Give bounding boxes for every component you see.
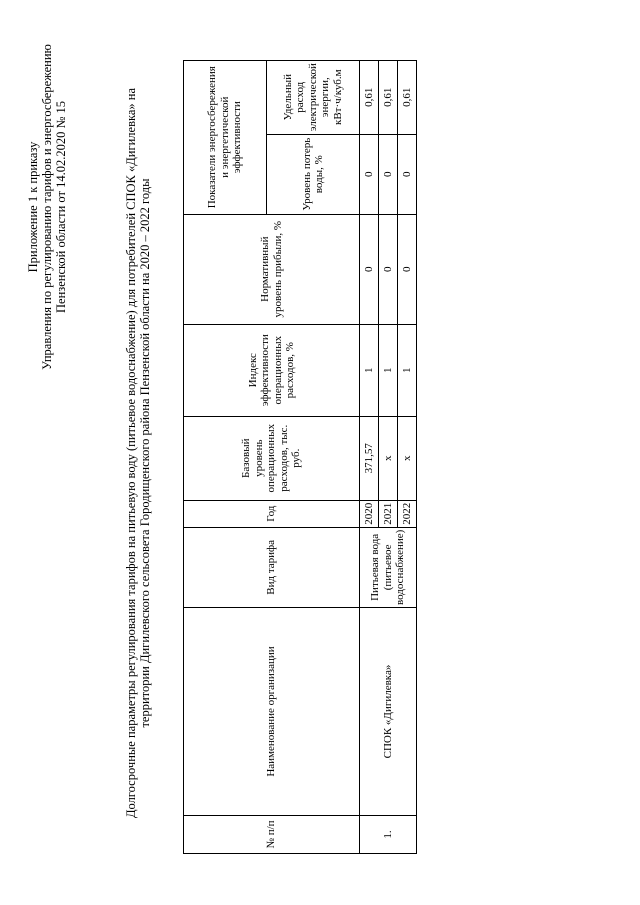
cell-index: 1	[379, 324, 398, 416]
cell-index: 1	[398, 324, 417, 416]
cell-org: СПОК «Дигилевка»	[360, 607, 417, 815]
cell-num: 1.	[360, 815, 417, 853]
cell-loss: 0	[398, 134, 417, 214]
cell-loss: 0	[360, 134, 379, 214]
header-loss: Уровень потерь воды, %	[267, 134, 360, 214]
title-line-1: Долгосрочные параметры регулирования тарифов на питьевую воду (питьевое водоснабжение) для потребителей СПОК «Дигилевка» на	[124, 87, 138, 818]
header-year: Год	[184, 500, 360, 527]
header-base: Базовый уровень операционных расходов, тыс. руб.	[184, 416, 360, 500]
cell-base: x	[379, 416, 398, 500]
header-row	[184, 60, 267, 853]
cell-index: 1	[360, 324, 379, 416]
header-org: Наименование организации	[184, 607, 360, 815]
appendix-line-2: Управления по регулированию тарифов и энергосбережению	[40, 43, 54, 370]
cell-tariff: Питьевая вода (питьевое водоснабжение)	[360, 527, 417, 607]
header-index: Индекс эффективности операционных расходов, %	[184, 324, 360, 416]
header-num: № п/п	[184, 815, 360, 853]
cell-loss: 0	[379, 134, 398, 214]
header-energy-group: Показатели энергосбережения и энергетической эффективности	[184, 60, 267, 214]
table-row	[360, 60, 379, 853]
cell-year: 2022	[398, 500, 417, 527]
cell-specific: 0,61	[398, 60, 417, 134]
cell-base: 371,57	[360, 416, 379, 500]
appendix-line-1: Приложение 1 к приказу	[26, 141, 40, 272]
header-profit: Нормативный уровень прибыли, %	[184, 214, 360, 324]
cell-year: 2020	[360, 500, 379, 527]
cell-profit: 0	[398, 214, 417, 324]
cell-profit: 0	[360, 214, 379, 324]
rotated-content	[20, 18, 620, 888]
cell-year: 2021	[379, 500, 398, 527]
document-title	[124, 28, 152, 878]
appendix-header	[26, 42, 68, 372]
header-tariff: Вид тарифа	[184, 527, 360, 607]
title-line-2: территории Дигилевского сельсовета Городищенского района Пензенской области на 2020 – 2022 годы	[138, 177, 152, 728]
header-specific: Удельный расход электрической энергии, кВт·ч/куб.м	[267, 60, 360, 134]
appendix-line-3: Пензенской области от 14.02.2020 № 15	[54, 100, 68, 313]
parameters-table	[183, 59, 417, 853]
cell-base: x	[398, 416, 417, 500]
cell-specific: 0,61	[379, 60, 398, 134]
cell-specific: 0,61	[360, 60, 379, 134]
cell-profit: 0	[379, 214, 398, 324]
